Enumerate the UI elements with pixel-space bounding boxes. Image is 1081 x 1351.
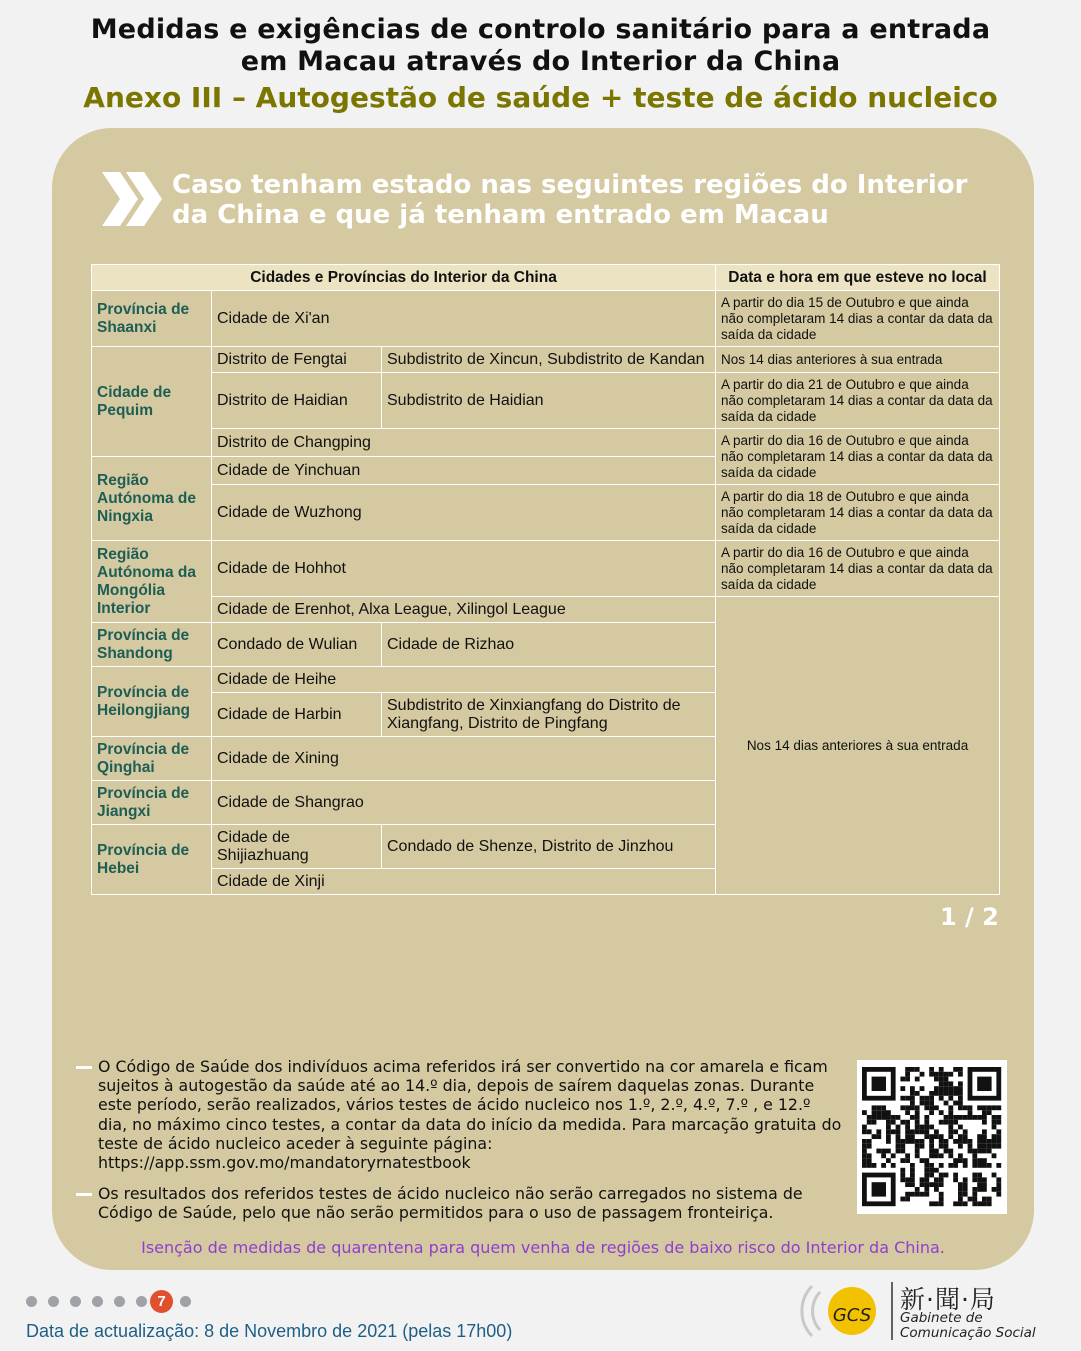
date-cell: A partir do dia 18 de Outubro e que ainda não completaram 14 dias a contar da data da saída da cidade bbox=[716, 485, 1000, 541]
page-dot[interactable] bbox=[70, 1296, 81, 1307]
page-header bbox=[0, 14, 1081, 116]
note-text: O Código de Saúde dos indivíduos acima referidos irá ser convertido na cor amarela e ficam sujeitos à autogestão da saúde até ao 14.º dia, depois de saírem daquelas zonas. Durante este período, serão realizados, vários testes de ácido nucleico nos 1.º, 2.º, 4.º, 7.º , e 12.º dia, no máximo cinco testes, a contar da data do início da medida. Para marcação gratuita do teste de ácido nucleico aceder à seguinte página: https://app.ssm.gov.mo/mandatoryrnatestbook bbox=[98, 1057, 842, 1173]
table-row bbox=[92, 429, 1000, 457]
province-cell: Província de Hebei bbox=[92, 825, 212, 895]
subdistrict-cell: Subdistrito de Xinxiangfang do Distrito de Xiangfang, Distrito de Pingfang bbox=[382, 693, 716, 737]
page-dot[interactable] bbox=[180, 1296, 191, 1307]
annex-title: Anexo III – Autogestão de saúde + teste de ácido nucleico bbox=[83, 81, 998, 114]
note-item bbox=[74, 1057, 844, 1172]
city-cell: Cidade de Xinji bbox=[212, 869, 716, 895]
card-heading: Caso tenham estado nas seguintes regiões do Interior da China e que já tenham entrado em Macau bbox=[172, 170, 968, 230]
province-cell: Província de Heilongjiang bbox=[92, 667, 212, 737]
city-cell: Cidade de Xining bbox=[212, 737, 716, 781]
subdistrict-cell: Subdistrito de Xincun, Subdistrito de Kandan bbox=[382, 347, 716, 373]
city-cell: Condado de Wulian bbox=[212, 623, 382, 667]
city-cell: Distrito de Changping bbox=[212, 429, 716, 457]
exemption-note: Isenção de medidas de quarentena para quem venha de regiões de baixo risco do Interior da China. bbox=[141, 1238, 945, 1257]
double-chevron-icon bbox=[100, 170, 164, 228]
page-title-line-2: em Macau através do Interior da China bbox=[240, 46, 841, 77]
date-cell: A partir do dia 16 de Outubro e que ainda não completaram 14 dias a contar da data da saída da cidade bbox=[716, 429, 1000, 485]
province-cell: Província de Shaanxi bbox=[92, 291, 212, 347]
logo-portuguese-name bbox=[900, 1311, 1036, 1341]
city-cell: Cidade de Shangrao bbox=[212, 781, 716, 825]
note-item bbox=[74, 1184, 844, 1222]
page-dot[interactable] bbox=[92, 1296, 103, 1307]
qr-code-icon[interactable] bbox=[857, 1060, 1007, 1214]
table-row bbox=[92, 291, 1000, 347]
column-header-date: Data e hora em que esteve no local bbox=[716, 265, 1000, 291]
city-cell: Cidade de Harbin bbox=[212, 693, 382, 737]
province-cell: Região Autónoma da Mongólia Interior bbox=[92, 541, 212, 623]
page-title-line-1: Medidas e exigências de controlo sanitário para a entrada bbox=[90, 14, 991, 45]
logo-name-line-2: Comunicação Social bbox=[900, 1325, 1036, 1341]
city-cell: Cidade de Heihe bbox=[212, 667, 716, 693]
logo-chinese-name: 新·聞·局 bbox=[900, 1285, 996, 1314]
subdistrict-cell: Cidade de Rizhao bbox=[382, 623, 716, 667]
table-row bbox=[92, 347, 1000, 373]
table-row bbox=[92, 373, 1000, 429]
table-header-row bbox=[92, 265, 1000, 291]
regions-table bbox=[91, 264, 1000, 895]
page-indicator: 1 / 2 bbox=[940, 903, 999, 931]
page-dot[interactable] bbox=[136, 1296, 147, 1307]
table-row bbox=[92, 597, 1000, 623]
date-cell: Nos 14 dias anteriores à sua entrada bbox=[716, 597, 1000, 895]
city-cell: Cidade de Yinchuan bbox=[212, 457, 716, 485]
subdistrict-cell: Subdistrito de Haidian bbox=[382, 373, 716, 429]
table-row bbox=[92, 541, 1000, 597]
date-cell: Nos 14 dias anteriores à sua entrada bbox=[716, 347, 1000, 373]
province-cell: Província de Jiangxi bbox=[92, 781, 212, 825]
province-cell: Cidade de Pequim bbox=[92, 347, 212, 457]
date-cell: A partir do dia 15 de Outubro e que ainda não completaram 14 dias a contar da data da saída da cidade bbox=[716, 291, 1000, 347]
city-cell: Cidade de Wuzhong bbox=[212, 485, 716, 541]
page-dot[interactable] bbox=[48, 1296, 59, 1307]
city-cell: Cidade de Hohhot bbox=[212, 541, 716, 597]
date-cell: A partir do dia 21 de Outubro e que ainda não completaram 14 dias a contar da data da saída da cidade bbox=[716, 373, 1000, 429]
dash-bullet bbox=[76, 1066, 92, 1069]
city-cell: Distrito de Haidian bbox=[212, 373, 382, 429]
page-dot-active[interactable]: 7 bbox=[150, 1290, 173, 1313]
logo-mark-text: GCS bbox=[832, 1305, 872, 1326]
city-cell: Cidade de Erenhot, Alxa League, Xilingol League bbox=[212, 597, 716, 623]
notes-section bbox=[74, 1057, 844, 1235]
city-cell: Distrito de Fengtai bbox=[212, 347, 382, 373]
province-cell: Província de Qinghai bbox=[92, 737, 212, 781]
column-header-regions: Cidades e Províncias do Interior da China bbox=[92, 265, 716, 291]
city-cell: Cidade de Xi'an bbox=[212, 291, 716, 347]
city-cell: Cidade de Shijiazhuang bbox=[212, 825, 382, 869]
table-row bbox=[92, 485, 1000, 541]
update-date: Data de actualização: 8 de Novembro de 2021 (pelas 17h00) bbox=[26, 1321, 513, 1341]
note-text: Os resultados dos referidos testes de ácido nucleico não serão carregados no sistema de Código de Saúde, pelo que não serão permitidos para o uso de passagem fronteiriça. bbox=[98, 1184, 803, 1223]
province-cell: Província de Shandong bbox=[92, 623, 212, 667]
page-dot[interactable] bbox=[26, 1296, 37, 1307]
province-cell: Região Autónoma de Ningxia bbox=[92, 457, 212, 541]
subdistrict-cell: Condado de Shenze, Distrito de Jinzhou bbox=[382, 825, 716, 869]
logo-name-line-1: Gabinete de bbox=[900, 1310, 983, 1326]
date-cell: A partir do dia 16 de Outubro e que ainda não completaram 14 dias a contar da data da saída da cidade bbox=[716, 541, 1000, 597]
page-dot[interactable] bbox=[114, 1296, 125, 1307]
dash-bullet bbox=[76, 1193, 92, 1196]
